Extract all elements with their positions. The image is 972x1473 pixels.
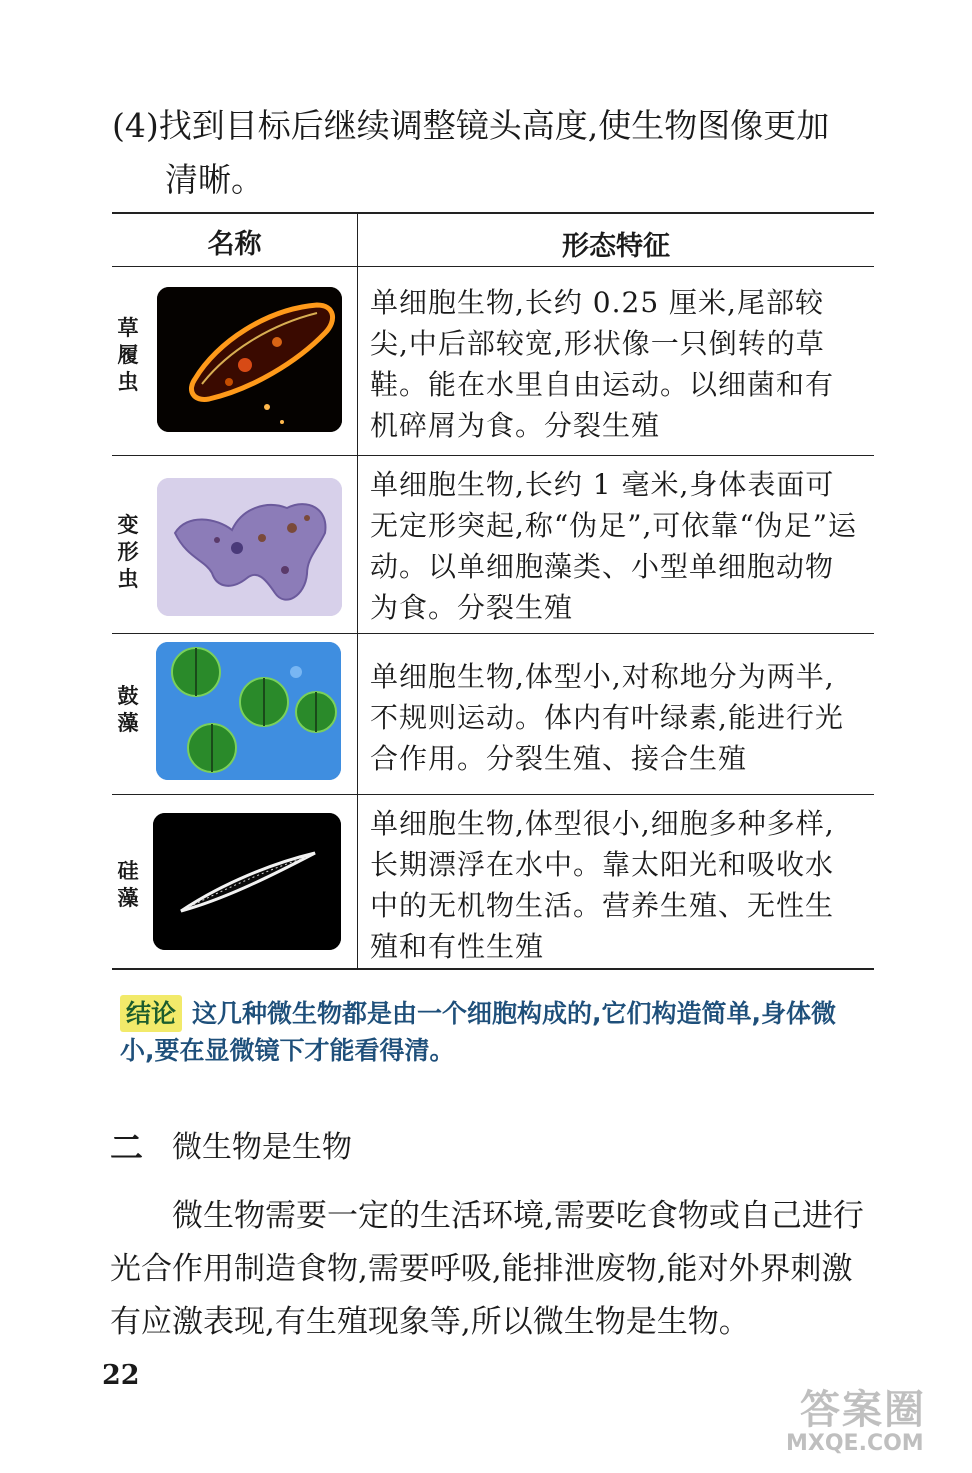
diatom-icon <box>153 813 341 950</box>
step-4-line2: 清晰。 <box>165 160 264 199</box>
row-description: 单细胞生物,体型很小,细胞多种多样,长期漂浮在水中。靠太阳光和吸收水中的无机物生活。营养生殖、无性生殖和有性生殖 <box>370 807 835 963</box>
table-row-rule <box>112 794 874 795</box>
amoeba-icon <box>157 478 342 616</box>
table-header-rule <box>112 266 874 267</box>
page-number: 22 <box>102 1360 140 1391</box>
row-description: 单细胞生物,长约 0.25 厘米,尾部较尖,中后部较宽,形状像一只倒转的草鞋。能在水里自由运动。以细菌和有机碎屑为食。分裂生殖 <box>370 286 835 442</box>
section-title: 微生物是生物 <box>172 1130 352 1165</box>
header-feature: 形态特征 <box>562 231 670 262</box>
conclusion-box <box>120 995 860 1069</box>
body-paragraph: 微生物需要一定的生活环境,需要吃食物或自己进行光合作用制造食物,需要呼吸,能排泄废物,能对外界刺激有应激表现,有生殖现象等,所以微生物是生物。 <box>110 1198 864 1340</box>
watermark-main: 答案圈 <box>800 1387 926 1433</box>
watermark-logo <box>786 1378 965 1456</box>
row-description: 单细胞生物,长约 1 毫米,身体表面可无定形突起,称“伪足”,可依靠“伪足”运动。以单细胞藻类、小型单细胞动物为食。分裂生殖 <box>370 468 858 624</box>
watermark-url: MXQE.COM <box>786 1431 924 1456</box>
table-top-rule <box>112 212 874 214</box>
conclusion-label: 结论 <box>120 995 182 1032</box>
table-row-rule <box>112 455 874 456</box>
row-name: 鼓藻 <box>117 684 139 735</box>
table-row-rule <box>112 633 874 634</box>
conclusion-text: 这几种微生物都是由一个细胞构成的,它们构造简单,身体微小,要在显微镜下才能看得清。 <box>120 999 837 1065</box>
table-bottom-rule <box>112 968 874 970</box>
header-name: 名称 <box>207 229 262 260</box>
row-description: 单细胞生物,体型小,对称地分为两半,不规则运动。体内有叶绿素,能进行光合作用。分裂生殖、接合生殖 <box>370 660 844 775</box>
section-number: 二 <box>110 1128 143 1167</box>
row-name: 草履虫 <box>117 316 139 394</box>
row-name: 硅藻 <box>117 859 139 910</box>
row-name: 变形虫 <box>117 513 139 591</box>
desmid-icon <box>156 642 341 780</box>
paramecium-icon <box>157 287 342 432</box>
step-4-line1: (4)找到目标后继续调整镜头高度,使生物图像更加 <box>112 106 830 145</box>
table-column-rule <box>357 212 358 969</box>
